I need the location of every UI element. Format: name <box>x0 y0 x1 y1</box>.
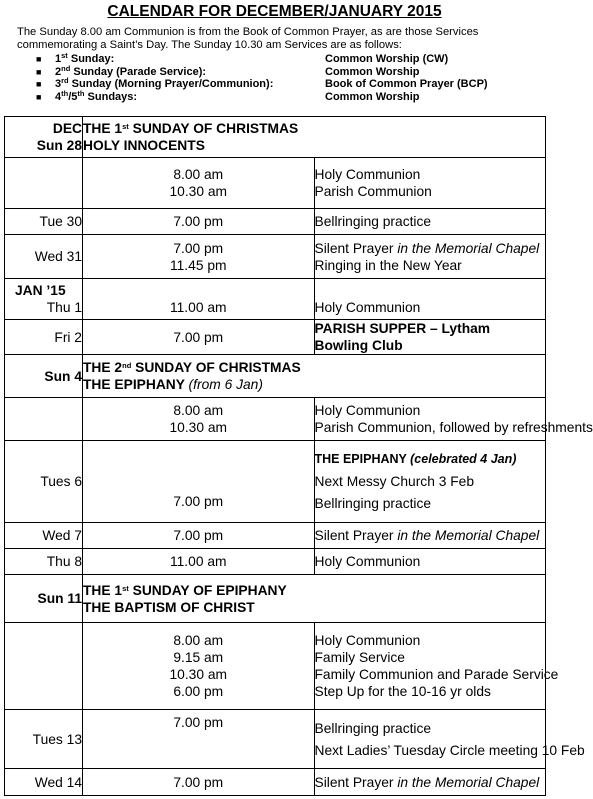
service-type-item <box>36 78 536 91</box>
event-cell: Silent Prayer in the Memorial Chapel Ringing in the New Year <box>314 235 546 279</box>
time-cell: 7.00 pm 11.45 pm <box>83 235 315 279</box>
time-cell: 8.00 am 10.30 am <box>83 398 315 441</box>
time-cell: 7.00 pm <box>83 441 315 523</box>
bullet-icon: ■ <box>36 66 42 77</box>
date-cell: Wed 14 <box>5 769 83 796</box>
service-sunday: 2nd Sunday (Parade Service): <box>55 63 207 78</box>
intro-text <box>17 26 537 51</box>
calendar-row <box>5 158 546 209</box>
calendar-row <box>5 209 546 235</box>
event-cell: Holy Communion <box>314 279 546 320</box>
calendar-row <box>5 117 546 158</box>
event-cell: Silent Prayer in the Memorial Chapel <box>314 769 546 796</box>
date-cell: Wed 7 <box>5 523 83 549</box>
time-cell: 11.00 am <box>83 279 315 320</box>
calendar-row <box>5 279 546 320</box>
sunday-heading: THE 1st SUNDAY OF CHRISTMAS HOLY INNOCENTS <box>83 117 546 158</box>
time-cell: 7.00 pm <box>83 209 315 235</box>
service-sunday: 1st Sunday: <box>55 51 115 65</box>
date-cell <box>5 158 83 209</box>
date-cell: Thu 8 <box>5 549 83 575</box>
date-cell: JAN ’15 Thu 1 <box>5 279 83 320</box>
event-cell: Holy Communion Parish Communion, followed by refreshments <box>314 398 546 441</box>
service-sunday: 4th/5th Sundays: <box>55 88 138 103</box>
calendar-row <box>5 441 546 523</box>
service-type-item <box>36 53 536 66</box>
date-cell: Sun 11 <box>5 575 83 623</box>
time-cell: 8.00 am 10.30 am <box>83 158 315 209</box>
sunday-heading: THE 2nd SUNDAY OF CHRISTMAS THE EPIPHANY (from 6 Jan) <box>83 355 546 398</box>
event-cell: Bellringing practice Next Ladies’ Tuesday Circle meeting 10 Feb <box>314 710 546 769</box>
time-cell: 7.00 pm <box>83 769 315 796</box>
event-cell: PARISH SUPPER – Lytham Bowling Club <box>314 320 546 355</box>
date-cell: Wed 31 <box>5 235 83 279</box>
service-worship-type: Common Worship <box>325 90 420 103</box>
time-cell: 7.00 pm <box>83 710 315 769</box>
sunday-heading: THE 1st SUNDAY OF EPIPHANY THE BAPTISM OF CHRIST <box>83 575 546 623</box>
calendar-row <box>5 710 546 769</box>
service-worship-type: Book of Common Prayer (BCP) <box>325 78 488 90</box>
date-cell: DEC Sun 28 <box>5 117 83 158</box>
calendar-row <box>5 235 546 279</box>
event-cell: Holy Communion Family Service Family Communion and Parade Service Step Up for the 10-16 yr olds <box>314 623 546 710</box>
service-type-item <box>36 88 536 104</box>
calendar-row <box>5 623 546 710</box>
service-worship-type: Common Worship (CW) <box>325 53 449 65</box>
date-cell: Sun 4 <box>5 355 83 398</box>
event-cell: Bellringing practice <box>314 209 546 235</box>
time-cell: 8.00 am 9.15 am 10.30 am 6.00 pm <box>83 623 315 710</box>
date-cell: Tues 6 <box>5 441 83 523</box>
calendar-title: CALENDAR FOR DECEMBER/JANUARY 2015 <box>107 3 442 20</box>
calendar-table <box>4 116 593 796</box>
bullet-icon: ■ <box>36 91 42 102</box>
service-type-item <box>36 63 536 79</box>
time-cell: 11.00 am <box>83 549 315 575</box>
service-worship-type: Common Worship <box>325 65 420 78</box>
date-cell: Fri 2 <box>5 320 83 355</box>
calendar-row <box>5 398 546 441</box>
date-cell <box>5 398 83 441</box>
calendar-row <box>5 549 546 575</box>
intro-line: commemorating a Saint’s Day. The Sunday 10.30 am Services are as follows: <box>17 38 402 51</box>
event-cell: Silent Prayer in the Memorial Chapel <box>314 523 546 549</box>
time-cell: 7.00 pm <box>83 320 315 355</box>
calendar-row <box>5 575 546 623</box>
time-cell: 7.00 pm <box>83 523 315 549</box>
service-type-list <box>36 53 536 103</box>
event-cell: Holy Communion <box>314 549 546 575</box>
date-cell: Tues 13 <box>5 710 83 769</box>
event-cell: THE EPIPHANY (celebrated 4 Jan) Next Messy Church 3 Feb Bellringing practice <box>314 441 546 523</box>
calendar-row <box>5 769 546 796</box>
calendar-row <box>5 320 546 355</box>
date-cell: Tue 30 <box>5 209 83 235</box>
date-cell <box>5 623 83 710</box>
calendar-row <box>5 355 546 398</box>
event-cell: Holy Communion Parish Communion <box>314 158 546 209</box>
intro-line: The Sunday 8.00 am Communion is from the Book of Common Prayer, as are those Services <box>17 26 479 38</box>
calendar-row <box>5 523 546 549</box>
bullet-icon: ■ <box>36 54 42 64</box>
service-sunday: 3rd Sunday (Morning Prayer/Communion): <box>55 76 274 90</box>
bullet-icon: ■ <box>36 79 42 89</box>
